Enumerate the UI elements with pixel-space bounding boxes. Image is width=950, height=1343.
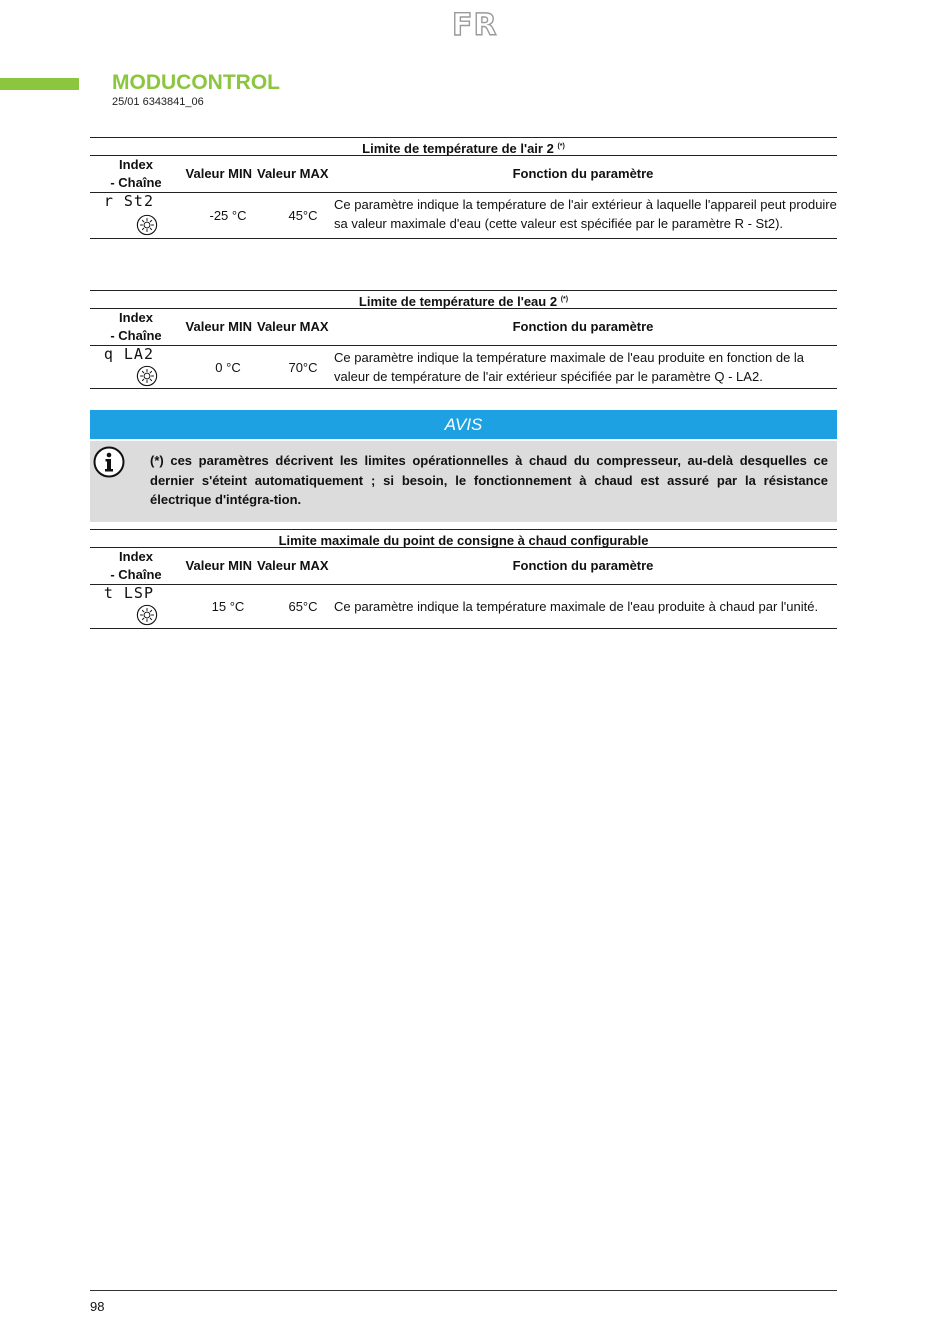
parameter-table-air-limit [90,137,837,239]
table-title: Limite de température de l'air 2 (*) [90,137,837,156]
parameter-code: q LA2 [103,345,154,363]
min-value: 15 °C [211,599,245,614]
parameter-code-cell [90,193,182,238]
header-function: Fonction du paramètre [512,166,654,181]
header-function: Fonction du paramètre [512,319,654,334]
notice-text: (*) ces paramètres décrivent les limites opérationnelles à chaud du compresseur, au-delà desquelles ce dernier s'éteint automatiquement ; si besoin, le fonctionnement à chaud est assuré par la résistance électrique d'intégra-tion. [150,453,828,507]
parameter-description: Ce paramètre indique la température maximale de l'eau produite à chaud par l'unité. [334,599,819,614]
brand-accent-bar [0,78,79,90]
header-max: Valeur MAX [257,166,329,181]
table-header [90,548,837,585]
sun-icon [136,604,158,626]
header-index: Index - Chaîne [110,549,162,582]
header-min: Valeur MIN [185,319,252,334]
table-row [90,193,837,239]
table-title: Limite maximale du point de consigne à chaud configurable [90,529,837,548]
parameter-code: t LSP [103,584,154,602]
parameter-code-cell [90,346,182,388]
document-reference: 25/01 6343841_06 [112,96,204,108]
footer-divider [90,1290,837,1291]
header-max: Valeur MAX [257,558,329,573]
max-value: 65°C [288,599,318,614]
language-label: FR [452,8,498,43]
min-value: 0 °C [215,359,241,375]
table-row [90,585,837,629]
table-title: Limite de température de l'eau 2 (*) [90,290,837,309]
header-min: Valeur MIN [185,558,252,573]
sun-icon [136,365,158,387]
table-header [90,156,837,193]
min-value: -25 °C [209,208,247,223]
table-header [90,309,837,346]
notice-box [90,441,837,522]
notice-title: AVIS [90,410,837,439]
brand-title: MODUCONTROL [112,71,280,94]
parameter-table-setpoint-limit [90,529,837,629]
parameter-code: r St2 [103,192,154,210]
parameter-code-cell [90,585,182,628]
parameter-table-water-limit [90,290,837,389]
table-row [90,346,837,389]
sun-icon [136,214,158,236]
header-index: Index - Chaîne [110,157,162,190]
max-value: 70°C [288,359,318,375]
header-max: Valeur MAX [257,319,329,334]
header-index: Index - Chaîne [110,310,162,343]
page-number: 98 [90,1299,105,1314]
info-icon [93,446,125,478]
parameter-description: Ce paramètre indique la température maximale de l'eau produite en fonction de la valeur de température de l'air extérieur spécifiée par le paramètre Q - LA2. [334,350,805,384]
header-min: Valeur MIN [185,166,252,181]
max-value: 45°C [288,208,318,223]
header-function: Fonction du paramètre [512,558,654,573]
parameter-description: Ce paramètre indique la température de l'air extérieur à laquelle l'appareil peut produire sa valeur maximale d'eau (cette valeur est spécifiée par le paramètre R - St2). [334,197,837,231]
